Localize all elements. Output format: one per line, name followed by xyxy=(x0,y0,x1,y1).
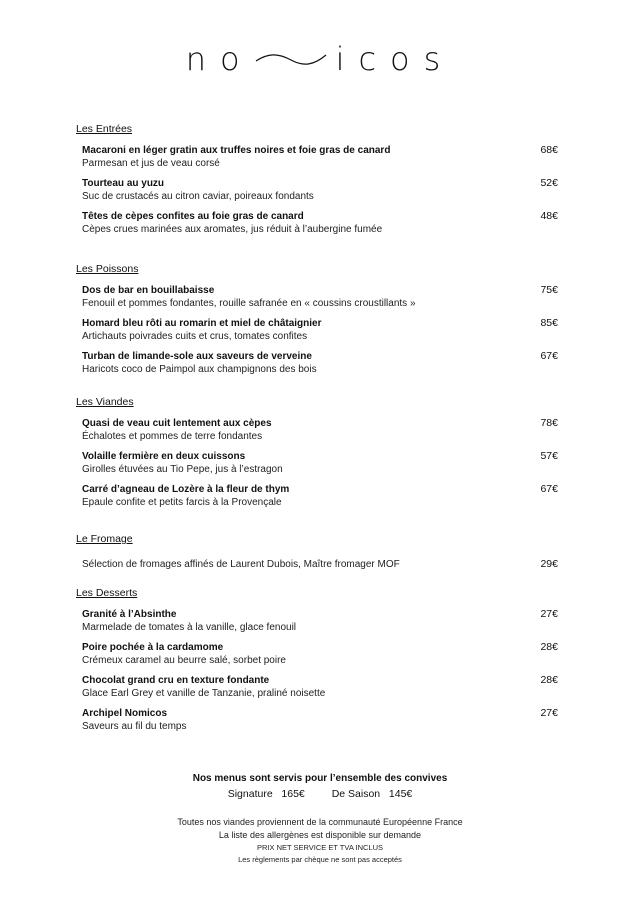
menu-item xyxy=(82,284,576,311)
item-price: 75€ xyxy=(540,284,558,296)
item-price: 52€ xyxy=(540,177,558,189)
menu-item xyxy=(82,483,576,510)
item-name: Homard bleu rôti au romarin et miel de châtaignier xyxy=(82,318,322,329)
section-title: Les Desserts xyxy=(76,587,138,599)
menu-item xyxy=(82,641,576,668)
logo-text-left: no xyxy=(185,40,254,78)
item-price: 67€ xyxy=(540,483,558,495)
menu-item xyxy=(82,674,576,701)
menu-item xyxy=(82,350,576,377)
item-name: Têtes de cèpes confites au foie gras de canard xyxy=(82,211,304,222)
item-description: Sélection de fromages affinés de Laurent Dubois, Maître fromager MOF xyxy=(82,559,400,570)
item-name: Archipel Nomicos xyxy=(82,708,168,719)
item-description: Crémeux caramel au beurre salé, sorbet poire xyxy=(82,655,286,666)
item-name: Turban de limande-sole aux saveurs de verveine xyxy=(82,351,312,362)
menus-info xyxy=(0,772,640,802)
item-name: Chocolat grand cru en texture fondante xyxy=(82,675,270,686)
section-title: Les Poissons xyxy=(76,263,139,275)
item-name: Poire pochée à la cardamome xyxy=(82,642,224,653)
item-price: 28€ xyxy=(540,674,558,686)
item-description: Fenouil et pommes fondantes, rouille safranée en « coussins croustillants » xyxy=(82,298,416,309)
menu-item xyxy=(82,210,576,237)
note-prices: PRIX NET SERVICE ET TVA INCLUS xyxy=(256,843,383,852)
item-price: 27€ xyxy=(540,608,558,620)
item-price: 27€ xyxy=(540,707,558,719)
menu-item xyxy=(82,177,576,204)
item-name: Quasi de veau cuit lentement aux cèpes xyxy=(82,418,272,429)
menu-item xyxy=(82,450,576,477)
item-description: Artichauts poivrades cuits et crus, tomates confites xyxy=(82,331,308,342)
item-price: 57€ xyxy=(540,450,558,462)
item-price: 29€ xyxy=(540,558,558,570)
item-description: Saveurs au fil du temps xyxy=(82,721,187,732)
item-name: Volaille fermière en deux cuissons xyxy=(82,451,246,462)
item-description: Glace Earl Grey et vanille de Tanzanie, praliné noisette xyxy=(82,688,326,699)
menu-item xyxy=(82,144,576,171)
item-description: Échalotes et pommes de terre fondantes xyxy=(82,431,263,442)
item-description: Epaule confite et petits farcis à la Provençale xyxy=(82,497,282,508)
item-description: Cèpes crues marinées aux aromates, jus réduit à l’aubergine fumée xyxy=(82,224,383,235)
section-fromage xyxy=(76,532,576,578)
section-title: Les Viandes xyxy=(76,396,134,408)
note-origin: Toutes nos viandes proviennent de la communauté Européenne France xyxy=(177,817,463,827)
menu-item xyxy=(82,558,576,572)
item-name: Macaroni en léger gratin aux truffes noires et foie gras de canard xyxy=(82,145,391,156)
item-description: Girolles étuvées au Tio Pepe, jus à l’estragon xyxy=(82,464,283,475)
item-name: Carré d’agneau de Lozère à la fleur de thym xyxy=(82,484,290,495)
wave-icon xyxy=(254,49,328,69)
item-description: Haricots coco de Paimpol aux champignons des bois xyxy=(82,364,317,375)
item-price: 28€ xyxy=(540,641,558,653)
item-price: 48€ xyxy=(540,210,558,222)
item-description: Parmesan et jus de veau corsé xyxy=(82,158,220,169)
item-price: 85€ xyxy=(540,317,558,329)
item-name: Dos de bar en bouillabaisse xyxy=(82,285,215,296)
section-entrees xyxy=(76,122,576,243)
menus-prices xyxy=(0,786,640,802)
menus-title: Nos menus sont servis pour l’ensemble des convives xyxy=(192,773,448,784)
menu-de-saison: De Saison 145€ xyxy=(331,788,413,800)
menu-item xyxy=(82,417,576,444)
item-price: 68€ xyxy=(540,144,558,156)
menu-item xyxy=(82,317,576,344)
section-title: Le Fromage xyxy=(76,533,133,545)
logo-text-right: icos xyxy=(335,40,455,78)
note-payments: Les règlements par chèque ne sont pas acceptés xyxy=(238,855,402,864)
item-description: Suc de crustacés au citron caviar, poireaux fondants xyxy=(82,191,314,202)
section-poissons xyxy=(76,262,576,383)
section-desserts xyxy=(76,586,576,740)
note-allergens: La liste des allergènes est disponible sur demande xyxy=(218,830,422,840)
item-name: Granité à l’Absinthe xyxy=(82,609,177,620)
footer-notes xyxy=(0,816,640,866)
section-viandes xyxy=(76,395,576,516)
menu-item xyxy=(82,608,576,635)
item-description: Marmelade de tomates à la vanille, glace fenouil xyxy=(82,622,297,633)
menu-item xyxy=(82,707,576,734)
item-name: Tourteau au yuzu xyxy=(82,178,165,189)
menu-signature: Signature 165€ xyxy=(227,788,305,800)
section-title: Les Entrées xyxy=(76,123,133,135)
item-price: 78€ xyxy=(540,417,558,429)
restaurant-logo xyxy=(0,34,640,84)
item-price: 67€ xyxy=(540,350,558,362)
